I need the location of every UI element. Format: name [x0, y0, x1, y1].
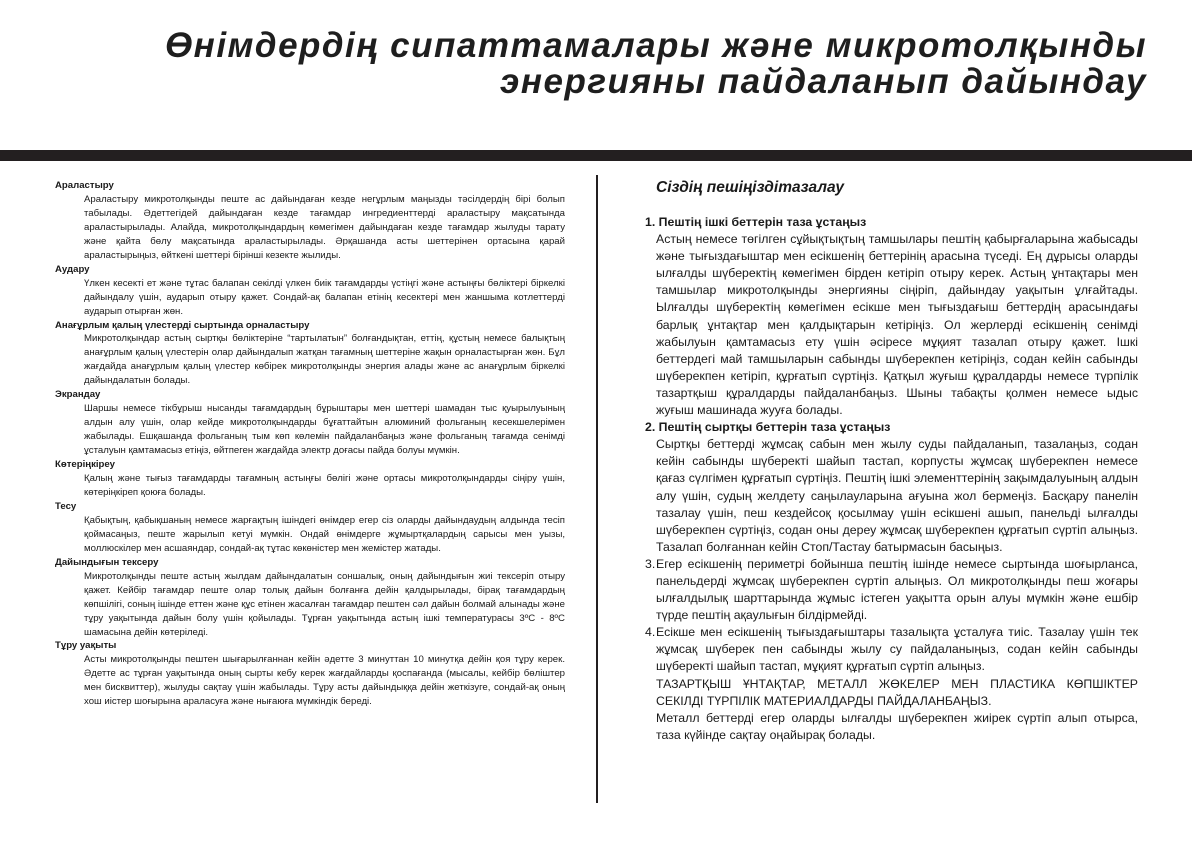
section-body: Қалың және тығыз тағамдарды тағамның астыңғы бөлігі және ортасы микротолқындарды сіңіру үшін, көтеріңкіреп қоюға болады. [84, 473, 565, 498]
section-piercing [55, 500, 565, 556]
section-heading: Аудару [55, 263, 90, 275]
section-heading: Тұру уақыты [55, 640, 117, 652]
section-standing-time [55, 639, 565, 709]
section-heading: Дайындығын тексеру [55, 556, 159, 568]
section-body: Микротолқынды пеште астың жылдам дайындалатын соншалық, оның дайындығын жиі тексеріп отыру қажет. Кейбір тағамдар пеште олар толық дайын болғанға дейін қалдырылады, бірақ тағамдардың көпшілігі, соның ішінде еттен және құс етінен жасалған тағамдар пештен сәл дайын болмай алынады және тұру уақытында дайын болу үшін қойылады. Тұрған уақытында астың ішкі температурасы 3ºС - 8ºС шамасына дейін көтеріледі. [84, 570, 565, 638]
item-4-warning: ТАЗАРТҚЫШ ҰНТАҚТАР, МЕТАЛЛ ЖӨКЕЛЕР МЕН ПЛАСТИКА КӨПШІКТЕР СЕКІЛДІ ТҮРПІЛІК МАТЕРИАЛДАРДЫ ПАЙДАЛАНБАҢЫЗ. [656, 676, 1138, 708]
item-4-body: Есікше мен есікшенің тығыздағыштары тазалықта ұсталуға тиіс. Тазалау үшін тек жұмсақ шүберек пен сабынды жылу су пайдаланыңыз, содан кейін сабынды шүберекті шайып тастап, мұқият құрғатып сүртіп алыңыз. [656, 625, 1138, 674]
item-4 [645, 624, 1138, 744]
left-column [55, 179, 565, 709]
section-body: Шаршы немесе тікбұрыш нысанды тағамдардың бұрыштары мен шеттері шамадан тыс қуырылуының алдын алу үшін, олар кейде микротолқындарды бұғаттайтын алюминий фольганың кесекшелерімен жабылады. Ешқашанда фольганың тым көп көлемін пайдаланбаңыз және фольганың тағамда сенімді ұсталуын қамтамасыз етіңіз, өйтпеген жағдайда электр доғасы пайда болуы мүмкін. [84, 403, 565, 457]
item-1-body: Астың немесе төгілген сұйықтықтың тамшылары пештің қабырғаларына жабысады және тығыздағыштар мен есікшенің беттерінің арасына түседі. Ең дұрысы оларды ылғалды шүберектің көмегімен бірден кетіріп отыру керек. Астың ұнтақтары мен тамшылар микротолқынды энергияны сіңіріп, дайындау уақытын ұлғайтады. Ылғалды шүберектің көмегімен есікше мен тығыздағыш беттердің арасындағы барлық ұнтақтар мен қалдықтарын кетіріңіз. Ол жерлерді есікшенің сенімді жабылуын қамтамасыз ету үшін әсіресе мұқият тазалап отыру қажет. Ішкі беттердегі май тамшыларын сабынды шүберекпен кетіріңіз, содан кейін сабынды шүберекпен кетіріп, құрғатып сүртіңіз. Қатқыл жуғыш құралдарды немесе түрпілік тазартқыш құралдарды пайдаланбаңыз. Шыны табақты қолмен немесе ыдыс жуғыш машинада жууға болады. [656, 232, 1138, 418]
section-heading: Араластыру [55, 180, 114, 191]
section-elevating [55, 458, 565, 500]
item-4-number: 4. [645, 625, 656, 640]
page-title-line-2: энергияны пайдаланып дайындау [500, 62, 1147, 101]
section-body: Үлкен кесекті ет және тұтас балапан секілді үлкен биік тағамдарды үстіңгі және астыңғы бөліктері біркелкі дайындалу үшін, аударып отыру қажет. Сондай-ақ балапан етінің кесектері мен жаншыма котлеттерді аударып отырған жөн. [84, 277, 565, 317]
column-divider [596, 175, 598, 803]
section-doneness [55, 556, 565, 640]
item-3 [645, 556, 1138, 624]
item-2-body: Сыртқы беттерді жұмсақ сабын мен жылу суды пайдаланып, тазалаңыз, содан кейін сабынды шүберекті шайып тастап, корпусты жұмсақ шүберекпен немесе қағаз сүлгімен құрғатып сүртіңіз. Пештің ішкі элементтерінің зақымдалуының алдын алу үшін, судың желдету саңылауларына ағуына жол бермеңіз. Басқару панелін тазалау үшін, пеш кездейсоқ қосылмау үшін есікшені ашып, панельді ылғалды шүберекпен сүртіңіз, содан оны дереу жұмсақ шүберекпен құрғатып сүртіп алыңыз. Тазалап болғаннан кейін Стоп/Тастау батырмасын басыңыз. [656, 437, 1138, 554]
item-1-heading: 1. Пештің ішкі беттерін таза ұстаңыз [645, 215, 867, 229]
section-body: Асты микротолқынды пештен шығарылғаннан кейін әдетте 3 минуттан 10 минутқа дейін қоя тұру керек. Әдетте ас тұрған уақытында оның сырты кебу керек жағдайларды қоспағанда (мысалы, кейбір бөліштер мен бисквиттер), жылуды сақтау үшін жабылады. Тұру асты дайындыққа дейін жеткізуге, сондай-ақ оның хош иістер шоғырына араласуға және нығаюға мүмкіндік береді. [84, 654, 565, 708]
section-body: Микротолқындар астың сыртқы бөліктеріне “тартылатын” болғандықтан, еттің, құстың немесе балықтың анағұрлым қалың үлестерін олар дайындалып жатқан тағамның шеттеріне жақын орналастырған жөн. Бұл жағдайда анағұрлым қалың үлестер көбірек микротолқынды энергия алады және ас анағұрлым біркелкі дайындалатын болады. [84, 333, 565, 387]
section-mixing [55, 179, 565, 263]
section-heading: Көтеріңкіреу [55, 459, 115, 471]
section-turning [55, 263, 565, 319]
item-3-number: 3. [645, 556, 656, 571]
section-heading: Тесу [55, 500, 77, 512]
item-3-body: Егер есікшенің периметрі бойынша пештің ішінде немесе сыртында шоғырланса, панельдерді жұмсақ шүберекпен сүртіп алыңыз. Ол микротолқынды пеш жоғары ылғалдылық шарттарында жұмыс істеген уақытта орын алуы мүмкін және ешбір түрде пештің ақаулығын білдірмейді. [656, 556, 1138, 623]
header-band [0, 150, 1192, 161]
right-column [645, 178, 1138, 744]
page-title [147, 28, 1147, 100]
item-2-heading: 2. Пештің сыртқы беттерін таза ұстаңыз [645, 420, 891, 435]
section-shielding [55, 388, 565, 458]
section-body: Қабықтың, қабықшаның немесе жарғақтың ішіндегі өнімдер егер сіз оларды дайындаудың алдында тесіп қоймасаңыз, пеште жарылып кетуі мүмкін. Ондай өнімдерге жұмыртқалардың сарысы мен уызы, моллюскілер мен асшаяндар, сондай-ақ тұтас көкөністер мен жемістер жатады. [84, 514, 565, 554]
section-thick-portions [55, 319, 565, 389]
section-heading: Анағұрлым қалың үлестерді сыртында орналастыру [55, 319, 310, 331]
page-title-line-1: Өнімдердің сипаттамалары және микротолқынды [164, 26, 1147, 65]
section-heading: Экрандау [55, 389, 101, 401]
section-body: Араластыру микротолқынды пеште ас дайындаған кезде негұрлым маңызды тәсілдердің бірі болып табылады. Әдеттегідей дайындаған кезде тағамдар ингредиенттерді араластыру мақсатында араластырылады. Алайда, микротолқындардың көмегімен дайындаған кезде тағамдар жылуды тарату және қайта бөлу мақсатында араластырылады. Әрқашанда асты шеттерінен ортасына қарай араластырыңыз, өйткені шеттері бірінші кезекте жылиды. [84, 193, 565, 261]
cleaning-title: Сіздің пешіңіздітазалау [656, 179, 844, 196]
item-4-content [656, 624, 1138, 744]
item-4-tail: Металл беттерді егер оларды ылғалды шүберекпен жиірек сүртіп алып отырса, таза күйінде сақтау оңайырақ болады. [656, 710, 1138, 742]
